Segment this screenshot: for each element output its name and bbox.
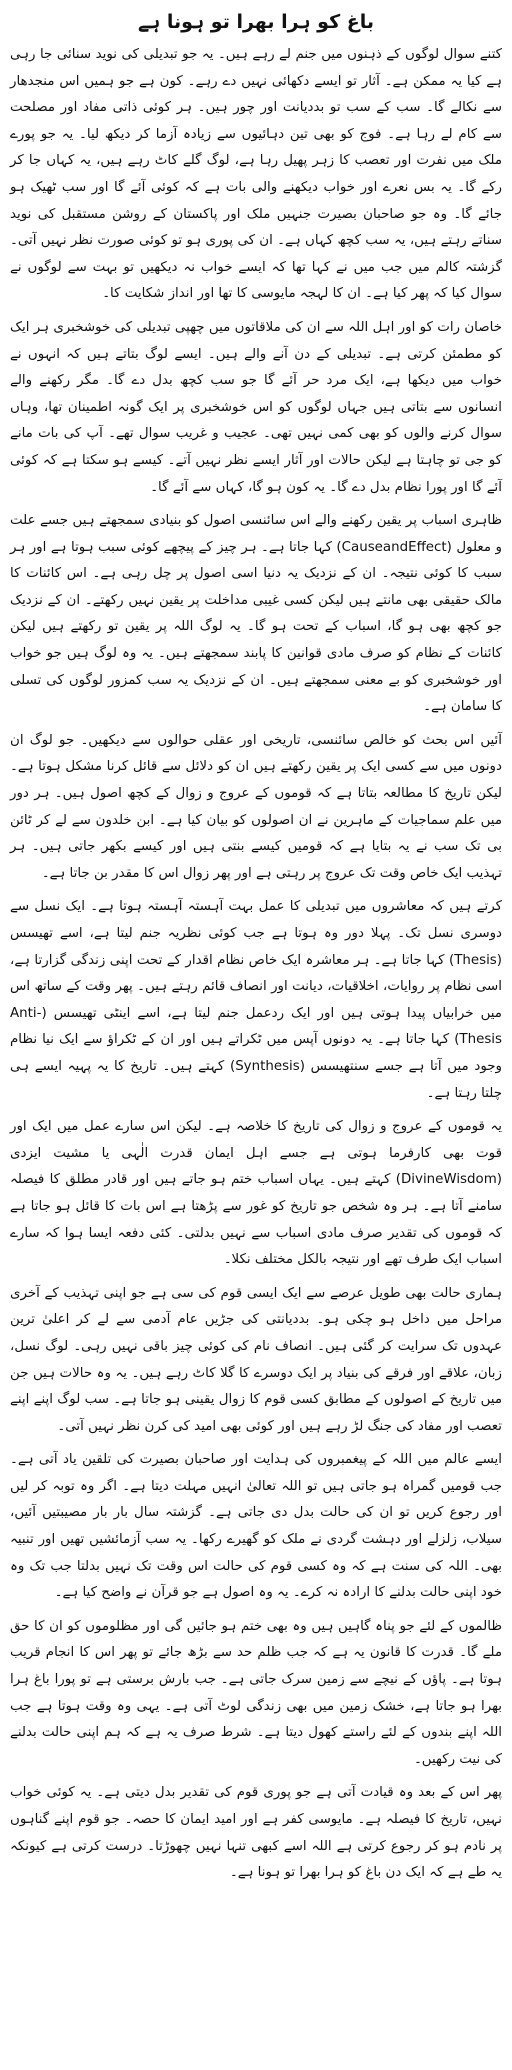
article-body <box>10 42 502 1887</box>
article-paragraph: ہماری حالت بھی طویل عرصے سے ایک ایسی قوم کی سی ہے جو اپنی تہذیب کے آخری مراحل میں داخل ہو چکی ہو۔ بددیانتی کی جڑیں عام آدمی سے لے کر اعلیٰ ترین عہدوں تک سرایت کر گئی ہیں۔ انصاف نام کی کوئی چیز باقی نہیں رہی۔ لوگ نسل، زبان، علاقے اور فرقے کی بنیاد پر ایک دوسرے کا گلا کاٹ رہے ہیں۔ یہ وہ حالات ہیں جن میں تاریخ کے اصولوں کے مطابق کسی قوم کا زوال یقینی ہو جاتا ہے۔ سب لوگ اپنے اپنے تعصب اور مفاد کی جنگ لڑ رہے ہیں اور کوئی بھی امید کی کرن نظر نہیں آتی۔ <box>10 1285 502 1434</box>
article-paragraph: پھر اس کے بعد وہ قیادت آتی ہے جو پوری قوم کی تقدیر بدل دیتی ہے۔ یہ کوئی خواب نہیں، تاریخ کا فیصلہ ہے۔ مایوسی کفر ہے اور امید ایمان کا حصہ۔ جو قوم اپنے گناہوں پر نادم ہو کر رجوع کرتی ہے اللہ اسے کبھی تنہا نہیں چھوڑتا۔ درست کرتی ہے کیونکہ یہ طے ہے کہ ایک دن باغ کو ہرا بھرا تو ہونا ہے۔ <box>10 1785 502 1881</box>
article-paragraph: ظاہری اسباب پر یقین رکھنے والے اس سائنسی اصول کو بنیادی سمجھتے ہیں جسے علت و معلول (CauseandEffect) کہا جاتا ہے۔ ہر چیز کے پیچھے کوئی سبب ہوتا ہے اور ہر سبب کا کوئی نتیجہ۔ ان کے نزدیک یہ دنیا اسی اصول پر چل رہی ہے۔ اس کائنات کا مالک حقیقی بھی مانتے ہیں لیکن کسی غیبی مداخلت پر یقین نہیں رکھتے۔ ان کے نزدیک جو کچھ بھی ہو گا، اسباب کے تحت ہو گا۔ یہ لوگ اللہ پر یقین تو رکھتے ہیں لیکن کائنات کے نظام کو صرف مادی قوانین کا پابند سمجھتے ہیں۔ یہ وہ لوگ ہیں جو خواب اور خوشخبری کو بے معنی سمجھتے ہیں۔ ان کے نزدیک یہ سب کمزور لوگوں کی تسلی کا سامان ہے۔ <box>10 513 502 715</box>
article-paragraph: ظالموں کے لئے جو پناہ گاہیں ہیں وہ بھی ختم ہو جائیں گی اور مظلوموں کو ان کا حق ملے گا۔ قدرت کا قانون یہ ہے کہ جب ظلم حد سے بڑھ جائے تو پھر اس کا انجام قریب ہوتا ہے۔ پاؤں کے نیچے سے زمین سرک جاتی ہے۔ جب بارش برستی ہے تو پورا باغ ہرا بھرا ہو جاتا ہے، خشک زمین میں بھی زندگی لوٹ آتی ہے۔ یہی وہ وقت ہوتا ہے جب اللہ اپنے بندوں کے لئے راستے کھول دیتا ہے۔ شرط صرف یہ ہے کہ ہم اپنی حالت بدلنے کی نیت رکھیں۔ <box>10 1618 502 1767</box>
article-paragraph: کرتے ہیں کہ معاشروں میں تبدیلی کا عمل بہت آہستہ آہستہ ہوتا ہے۔ ایک نسل سے دوسری نسل تک۔ پہلا دور وہ ہوتا ہے جب کوئی نظریہ جنم لیتا ہے، اسے تھیسس (Thesis) کہا جاتا ہے۔ ہر معاشرہ ایک خاص نظام اقدار کے تحت اپنی زندگی گزارتا ہے، اسی نظام پر روایات، اخلاقیات، دیانت اور انصاف قائم رہتے ہیں۔ پھر وقت کے ساتھ اس میں خرابیاں پیدا ہوتی ہیں اور ایک ردعمل جنم لیتا ہے، اسے اینٹی تھیسس (Anti-Thesis) کہا جاتا ہے۔ یہ دونوں آپس میں ٹکراتے ہیں اور ان کے ٹکراؤ سے ایک نیا نظام وجود میں آتا ہے جسے سنتھیسس (Synthesis) کہتے ہیں۔ تاریخ کا یہ پہیہ ایسے ہی چلتا رہتا ہے۔ <box>10 899 502 1101</box>
article-paragraph: آئیں اس بحث کو خالص سائنسی، تاریخی اور عقلی حوالوں سے دیکھیں۔ جو لوگ ان دونوں میں سے کسی ایک پر یقین رکھتے ہیں ان کو دلائل سے قائل کرنا مشکل ہوتا ہے۔ لیکن تاریخ کا مطالعہ بتاتا ہے کہ قوموں کے عروج و زوال کے کچھ اصول ہیں۔ ہر دور میں علم سماجیات کے ماہرین نے ان اصولوں کو بیان کیا ہے۔ ابن خلدون سے لے کر ٹائن بی تک سب نے یہ بتایا ہے کہ قومیں کیسے بنتی ہیں اور کیسے بکھر جاتی ہیں۔ ہر تہذیب ایک خاص وقت تک عروج پر رہتی ہے اور پھر زوال اس کا مقدر بن جاتا ہے۔ <box>10 732 502 881</box>
article-paragraph: کتنے سوال لوگوں کے ذہنوں میں جنم لے رہے ہیں۔ یہ جو تبدیلی کی نوید سنائی جا رہی ہے کیا یہ ممکن ہے۔ آثار تو ایسے دکھائی نہیں دے رہے۔ کون ہے جو ہمیں اس منجدھار سے نکالے گا۔ سب کے سب تو بددیانت اور چور ہیں۔ ہر کوئی ذاتی مفاد اور مصلحت سے کام لے رہا ہے۔ فوج کو بھی تین دہائیوں سے زیادہ آزما کر دیکھ لیا۔ یہ جو پورے ملک میں نفرت اور تعصب کا زہر پھیل رہا ہے، لوگ گلے کاٹ رہے ہیں، یہ کہاں جا کر رکے گا۔ یہ بس نعرے اور خواب دیکھنے والی بات ہے کہ کوئی آئے گا اور سب ٹھیک ہو جائے گا۔ وہ جو صاحبان بصیرت جنہیں ملک اور پاکستان کے روشن مستقبل کی نوید سناتے رہتے ہیں، یہ سب کچھ کہاں ہے۔ ان کی پوری ہو تو کوئی صورت نظر نہیں آتی۔ گزشتہ کالم میں جب میں نے کہا تھا کہ ایسے خواب نہ دیکھیں تو بہت سے لوگوں نے سوال کیا کہ پھر کیا ہے۔ ان کا لہجہ مایوسی کا تھا اور انداز شکایت کا۔ <box>10 47 502 302</box>
article-headline: باغ کو ہرا بھرا تو ہونا ہے <box>138 11 374 33</box>
article-paragraph: یہ قوموں کے عروج و زوال کی تاریخ کا خلاصہ ہے۔ لیکن اس سارے عمل میں ایک اور قوت بھی کارفرما ہوتی ہے جسے اہل ایمان قدرت الٰہی یا مشیت ایزدی (DivineWisdom) کہتے ہیں۔ یہاں اسباب ختم ہو جاتے ہیں اور قادر مطلق کا فیصلہ سامنے آتا ہے۔ ہر وہ شخص جو تاریخ کو غور سے پڑھتا ہے اس بات کا قائل ہو جاتا ہے کہ قوموں کی تقدیر صرف مادی اسباب سے نہیں بدلتی۔ کئی دفعہ ایسا ہوا کہ سارے اسباب ایک طرف تھے اور نتیجہ بالکل مختلف نکلا۔ <box>10 1119 502 1268</box>
article-paragraph: ایسے عالم میں اللہ کے پیغمبروں کی ہدایت اور صاحبان بصیرت کی تلقین یاد آتی ہے۔ جب قومیں گمراہ ہو جاتی ہیں تو اللہ تعالیٰ انہیں مہلت دیتا ہے۔ اگر وہ توبہ کر لیں اور رجوع کریں تو ان کی حالت بدل دی جاتی ہے۔ گزشتہ سال بار بار مصیبتیں آئیں، سیلاب، زلزلے اور دہشت گردی نے ملک کو گھیرے رکھا۔ یہ سب آزمائشیں تھیں اور تنبیہ بھی۔ اللہ کی سنت ہے کہ وہ کسی قوم کی حالت اس وقت تک نہیں بدلتا جب تک وہ خود اپنی حالت بدلنے کا ارادہ نہ کرے۔ یہ وہ اصول ہے جو قرآن نے واضح کیا ہے۔ <box>10 1452 502 1601</box>
article-paragraph: خاصان رات کو اور اہل اللہ سے ان کی ملاقاتوں میں چھپی تبدیلی کی خوشخبری ہر ایک کو مطمئن کرتی ہے۔ تبدیلی کے دن آنے والے ہیں۔ ایسے لوگ بتاتے ہیں کہ انہوں نے خواب میں دیکھا ہے، ایک مرد حر آئے گا جو سب کچھ بدل دے گا۔ مگر رکھنے والے انسانوں سے بتاتی ہیں جہاں لوگوں کو اس خوشخبری پر ایک گونہ اطمینان تھا، وہاں سوال کرنے والوں کو بھی کمی نہیں تھی۔ عجیب و غریب سوال تھے۔ آپ کی بات مانے کو جی تو چاہتا ہے لیکن حالات اور آثار ایسے نظر نہیں آتے۔ کیسے ہو سکتا ہے کہ کوئی آئے گا اور پورا نظام بدل دے گا۔ یہ کون ہو گا، کہاں سے آئے گا۔ <box>10 319 502 495</box>
